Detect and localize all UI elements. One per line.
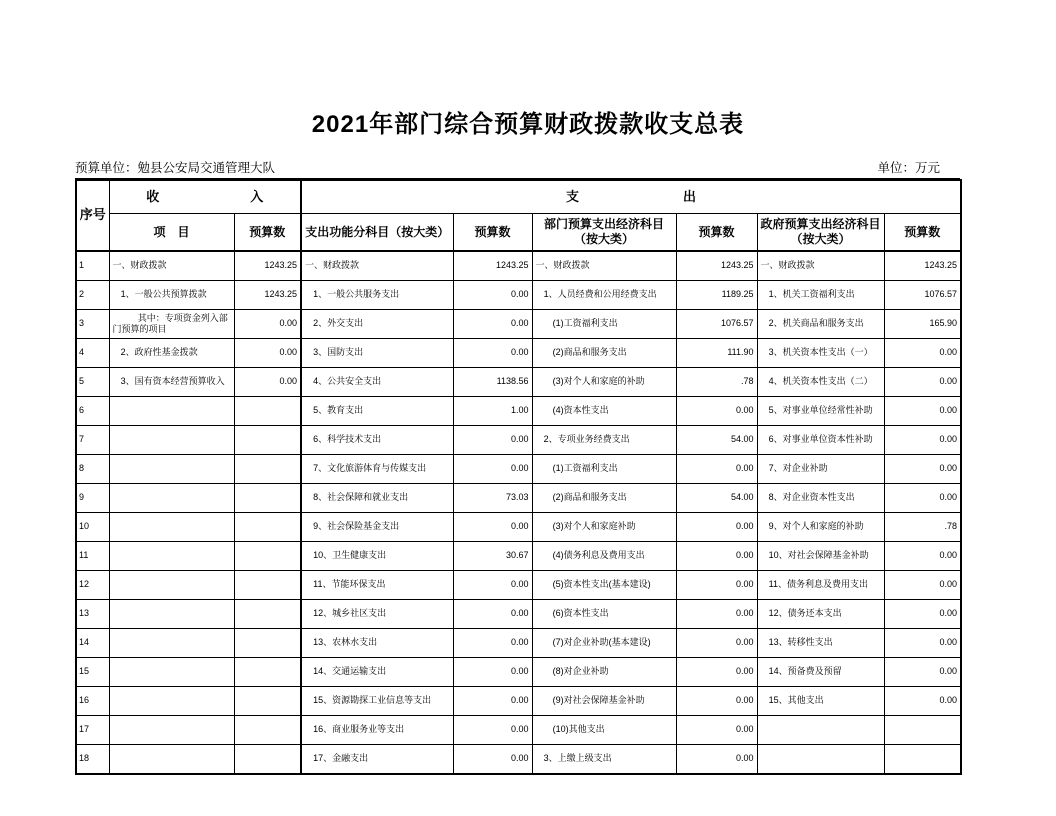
dept-value-cell: 54.00 bbox=[676, 484, 757, 513]
func-value-cell: 0.00 bbox=[453, 426, 532, 455]
income-value-cell bbox=[234, 658, 301, 687]
income-item-cell bbox=[109, 542, 234, 571]
gov-value-cell: 1243.25 bbox=[884, 251, 961, 281]
dept-item-cell: (1)工资福利支出 bbox=[532, 455, 676, 484]
func-item-cell: 10、卫生健康支出 bbox=[301, 542, 453, 571]
gov-value-cell: .78 bbox=[884, 513, 961, 542]
dept-value-cell: .78 bbox=[676, 368, 757, 397]
gov-item-cell: 13、转移性支出 bbox=[757, 629, 884, 658]
column-header-government-item: 政府预算支出经济科目（按大类） bbox=[757, 214, 884, 252]
column-header-income-item: 项 目 bbox=[109, 214, 234, 252]
func-value-cell: 0.00 bbox=[453, 571, 532, 600]
gov-value-cell bbox=[884, 716, 961, 745]
func-value-cell: 0.00 bbox=[453, 281, 532, 310]
row-number: 11 bbox=[76, 542, 109, 571]
unit-label: 单位：万元 bbox=[877, 161, 940, 175]
table-info-row bbox=[75, 158, 960, 179]
row-number: 18 bbox=[76, 745, 109, 775]
table-row bbox=[76, 629, 961, 658]
income-value-cell bbox=[234, 542, 301, 571]
dept-item-cell: (7)对企业补助(基本建设) bbox=[532, 629, 676, 658]
func-value-cell: 1.00 bbox=[453, 397, 532, 426]
dept-value-cell: 111.90 bbox=[676, 339, 757, 368]
gov-value-cell: 0.00 bbox=[884, 629, 961, 658]
row-number: 6 bbox=[76, 397, 109, 426]
income-item-cell bbox=[109, 455, 234, 484]
table-row bbox=[76, 716, 961, 745]
func-item-cell: 2、外交支出 bbox=[301, 310, 453, 339]
gov-value-cell bbox=[884, 745, 961, 775]
gov-value-cell: 165.90 bbox=[884, 310, 961, 339]
dept-item-cell: 3、上缴上级支出 bbox=[532, 745, 676, 775]
dept-item-cell: 1、人员经费和公用经费支出 bbox=[532, 281, 676, 310]
dept-value-cell: 1243.25 bbox=[676, 251, 757, 281]
income-value-cell: 0.00 bbox=[234, 310, 301, 339]
income-item-cell: 3、国有资本经营预算收入 bbox=[109, 368, 234, 397]
income-item-cell bbox=[109, 513, 234, 542]
income-item-cell bbox=[109, 687, 234, 716]
func-value-cell: 1138.56 bbox=[453, 368, 532, 397]
gov-value-cell: 0.00 bbox=[884, 339, 961, 368]
row-number: 13 bbox=[76, 600, 109, 629]
dept-item-cell: (3)对个人和家庭补助 bbox=[532, 513, 676, 542]
dept-item-cell: (4)债务利息及费用支出 bbox=[532, 542, 676, 571]
dept-value-cell: 54.00 bbox=[676, 426, 757, 455]
row-number: 15 bbox=[76, 658, 109, 687]
income-value-cell bbox=[234, 745, 301, 775]
gov-item-cell bbox=[757, 745, 884, 775]
income-value-cell: 1243.25 bbox=[234, 251, 301, 281]
dept-item-cell: (9)对社会保障基金补助 bbox=[532, 687, 676, 716]
income-value-cell bbox=[234, 397, 301, 426]
func-item-cell: 1、一般公共服务支出 bbox=[301, 281, 453, 310]
gov-item-cell: 14、预备费及预留 bbox=[757, 658, 884, 687]
row-number: 5 bbox=[76, 368, 109, 397]
func-item-cell: 17、金融支出 bbox=[301, 745, 453, 775]
gov-item-cell: 9、对个人和家庭的补助 bbox=[757, 513, 884, 542]
gov-item-cell: 7、对企业补助 bbox=[757, 455, 884, 484]
func-value-cell: 0.00 bbox=[453, 629, 532, 658]
income-item-cell bbox=[109, 716, 234, 745]
gov-item-cell: 3、机关资本性支出（一） bbox=[757, 339, 884, 368]
table-row bbox=[76, 513, 961, 542]
func-item-cell: 3、国防支出 bbox=[301, 339, 453, 368]
income-value-cell bbox=[234, 484, 301, 513]
row-number: 16 bbox=[76, 687, 109, 716]
func-value-cell: 0.00 bbox=[453, 455, 532, 484]
income-value-cell bbox=[234, 571, 301, 600]
income-item-cell: 2、政府性基金拨款 bbox=[109, 339, 234, 368]
gov-item-cell: 4、机关资本性支出（二） bbox=[757, 368, 884, 397]
dept-item-cell: 2、专项业务经费支出 bbox=[532, 426, 676, 455]
column-header-serial: 序号 bbox=[76, 180, 109, 251]
dept-value-cell: 0.00 bbox=[676, 571, 757, 600]
gov-item-cell: 一、财政拨款 bbox=[757, 251, 884, 281]
func-value-cell: 0.00 bbox=[453, 687, 532, 716]
gov-value-cell: 0.00 bbox=[884, 484, 961, 513]
table-row bbox=[76, 658, 961, 687]
table-row bbox=[76, 571, 961, 600]
income-item-cell bbox=[109, 600, 234, 629]
dept-value-cell: 0.00 bbox=[676, 716, 757, 745]
gov-value-cell: 0.00 bbox=[884, 455, 961, 484]
income-item-cell bbox=[109, 484, 234, 513]
income-value-cell bbox=[234, 629, 301, 658]
column-header-department-budget: 预算数 bbox=[676, 214, 757, 252]
gov-value-cell: 1076.57 bbox=[884, 281, 961, 310]
func-item-cell: 6、科学技术支出 bbox=[301, 426, 453, 455]
row-number: 10 bbox=[76, 513, 109, 542]
dept-value-cell: 0.00 bbox=[676, 629, 757, 658]
dept-value-cell: 0.00 bbox=[676, 600, 757, 629]
func-value-cell: 1243.25 bbox=[453, 251, 532, 281]
func-item-cell: 9、社会保险基金支出 bbox=[301, 513, 453, 542]
income-value-cell: 1243.25 bbox=[234, 281, 301, 310]
table-row bbox=[76, 600, 961, 629]
budget-unit-label: 预算单位：勉县公安局交通管理大队 bbox=[75, 161, 276, 175]
gov-value-cell: 0.00 bbox=[884, 397, 961, 426]
dept-value-cell: 0.00 bbox=[676, 745, 757, 775]
table-row bbox=[76, 251, 961, 281]
dept-value-cell: 0.00 bbox=[676, 397, 757, 426]
table-row bbox=[76, 542, 961, 571]
func-item-cell: 7、文化旅游体育与传媒支出 bbox=[301, 455, 453, 484]
func-value-cell: 30.67 bbox=[453, 542, 532, 571]
income-item-cell: 其中：专项资金列入部门预算的项目 bbox=[109, 310, 234, 339]
dept-item-cell: (4)资本性支出 bbox=[532, 397, 676, 426]
gov-value-cell: 0.00 bbox=[884, 571, 961, 600]
gov-item-cell: 6、对事业单位资本性补助 bbox=[757, 426, 884, 455]
func-value-cell: 0.00 bbox=[453, 745, 532, 775]
func-value-cell: 0.00 bbox=[453, 513, 532, 542]
column-header-income-group: 收 入 bbox=[109, 180, 301, 214]
gov-item-cell: 8、对企业资本性支出 bbox=[757, 484, 884, 513]
func-item-cell: 8、社会保障和就业支出 bbox=[301, 484, 453, 513]
table-row bbox=[76, 455, 961, 484]
row-number: 17 bbox=[76, 716, 109, 745]
table-area bbox=[75, 158, 960, 775]
table-row bbox=[76, 339, 961, 368]
gov-value-cell: 0.00 bbox=[884, 426, 961, 455]
func-item-cell: 12、城乡社区支出 bbox=[301, 600, 453, 629]
gov-value-cell: 0.00 bbox=[884, 600, 961, 629]
row-number: 14 bbox=[76, 629, 109, 658]
table-row bbox=[76, 310, 961, 339]
gov-item-cell: 15、其他支出 bbox=[757, 687, 884, 716]
func-value-cell: 0.00 bbox=[453, 310, 532, 339]
table-row bbox=[76, 368, 961, 397]
func-value-cell: 0.00 bbox=[453, 716, 532, 745]
dept-item-cell: (3)对个人和家庭的补助 bbox=[532, 368, 676, 397]
income-item-cell bbox=[109, 745, 234, 775]
gov-item-cell: 2、机关商品和服务支出 bbox=[757, 310, 884, 339]
func-value-cell: 73.03 bbox=[453, 484, 532, 513]
income-item-cell bbox=[109, 571, 234, 600]
func-item-cell: 4、公共安全支出 bbox=[301, 368, 453, 397]
dept-item-cell: (1)工资福利支出 bbox=[532, 310, 676, 339]
row-number: 8 bbox=[76, 455, 109, 484]
table-row bbox=[76, 426, 961, 455]
income-value-cell bbox=[234, 716, 301, 745]
income-value-cell bbox=[234, 426, 301, 455]
gov-value-cell: 0.00 bbox=[884, 687, 961, 716]
table-row bbox=[76, 687, 961, 716]
income-item-cell: 1、一般公共预算拨款 bbox=[109, 281, 234, 310]
row-number: 2 bbox=[76, 281, 109, 310]
table-body bbox=[76, 251, 961, 774]
dept-item-cell: 一、财政拨款 bbox=[532, 251, 676, 281]
income-item-cell bbox=[109, 658, 234, 687]
income-value-cell: 0.00 bbox=[234, 368, 301, 397]
table-row bbox=[76, 484, 961, 513]
table-row bbox=[76, 745, 961, 775]
func-item-cell: 11、节能环保支出 bbox=[301, 571, 453, 600]
income-value-cell: 0.00 bbox=[234, 339, 301, 368]
gov-item-cell: 12、债务还本支出 bbox=[757, 600, 884, 629]
table-row bbox=[76, 281, 961, 310]
dept-value-cell: 1189.25 bbox=[676, 281, 757, 310]
func-value-cell: 0.00 bbox=[453, 600, 532, 629]
income-item-cell bbox=[109, 397, 234, 426]
income-item-cell: 一、财政拨款 bbox=[109, 251, 234, 281]
func-item-cell: 16、商业服务业等支出 bbox=[301, 716, 453, 745]
column-header-function-item: 支出功能分科目（按大类） bbox=[301, 214, 453, 252]
func-item-cell: 14、交通运输支出 bbox=[301, 658, 453, 687]
page-title: 2021年部门综合预算财政拨款收支总表 bbox=[311, 111, 745, 138]
func-item-cell: 13、农林水支出 bbox=[301, 629, 453, 658]
dept-value-cell: 0.00 bbox=[676, 542, 757, 571]
dept-item-cell: (10)其他支出 bbox=[532, 716, 676, 745]
gov-value-cell: 0.00 bbox=[884, 542, 961, 571]
budget-table bbox=[75, 179, 962, 775]
func-item-cell: 5、教育支出 bbox=[301, 397, 453, 426]
gov-item-cell: 11、债务利息及费用支出 bbox=[757, 571, 884, 600]
func-item-cell: 15、资源勘探工业信息等支出 bbox=[301, 687, 453, 716]
dept-value-cell: 0.00 bbox=[676, 455, 757, 484]
row-number: 7 bbox=[76, 426, 109, 455]
gov-item-cell bbox=[757, 716, 884, 745]
income-value-cell bbox=[234, 455, 301, 484]
dept-value-cell: 0.00 bbox=[676, 513, 757, 542]
dept-value-cell: 1076.57 bbox=[676, 310, 757, 339]
gov-item-cell: 5、对事业单位经常性补助 bbox=[757, 397, 884, 426]
gov-item-cell: 1、机关工资福利支出 bbox=[757, 281, 884, 310]
row-number: 12 bbox=[76, 571, 109, 600]
income-item-cell bbox=[109, 426, 234, 455]
dept-value-cell: 0.00 bbox=[676, 658, 757, 687]
gov-value-cell: 0.00 bbox=[884, 368, 961, 397]
row-number: 3 bbox=[76, 310, 109, 339]
func-value-cell: 0.00 bbox=[453, 658, 532, 687]
dept-item-cell: (2)商品和服务支出 bbox=[532, 484, 676, 513]
func-item-cell: 一、财政拨款 bbox=[301, 251, 453, 281]
row-number: 9 bbox=[76, 484, 109, 513]
dept-item-cell: (8)对企业补助 bbox=[532, 658, 676, 687]
dept-value-cell: 0.00 bbox=[676, 687, 757, 716]
func-value-cell: 0.00 bbox=[453, 339, 532, 368]
gov-item-cell: 10、对社会保障基金补助 bbox=[757, 542, 884, 571]
table-row bbox=[76, 397, 961, 426]
dept-item-cell: (6)资本性支出 bbox=[532, 600, 676, 629]
row-number: 1 bbox=[76, 251, 109, 281]
income-value-cell bbox=[234, 513, 301, 542]
income-value-cell bbox=[234, 687, 301, 716]
column-header-income-budget: 预算数 bbox=[234, 214, 301, 252]
column-header-department-item: 部门预算支出经济科目（按大类） bbox=[532, 214, 676, 252]
gov-value-cell: 0.00 bbox=[884, 658, 961, 687]
column-header-expense-group: 支 出 bbox=[301, 180, 961, 214]
column-header-function-budget: 预算数 bbox=[453, 214, 532, 252]
dept-item-cell: (5)资本性支出(基本建设) bbox=[532, 571, 676, 600]
dept-item-cell: (2)商品和服务支出 bbox=[532, 339, 676, 368]
income-item-cell bbox=[109, 629, 234, 658]
column-header-government-budget: 预算数 bbox=[884, 214, 961, 252]
income-value-cell bbox=[234, 600, 301, 629]
row-number: 4 bbox=[76, 339, 109, 368]
